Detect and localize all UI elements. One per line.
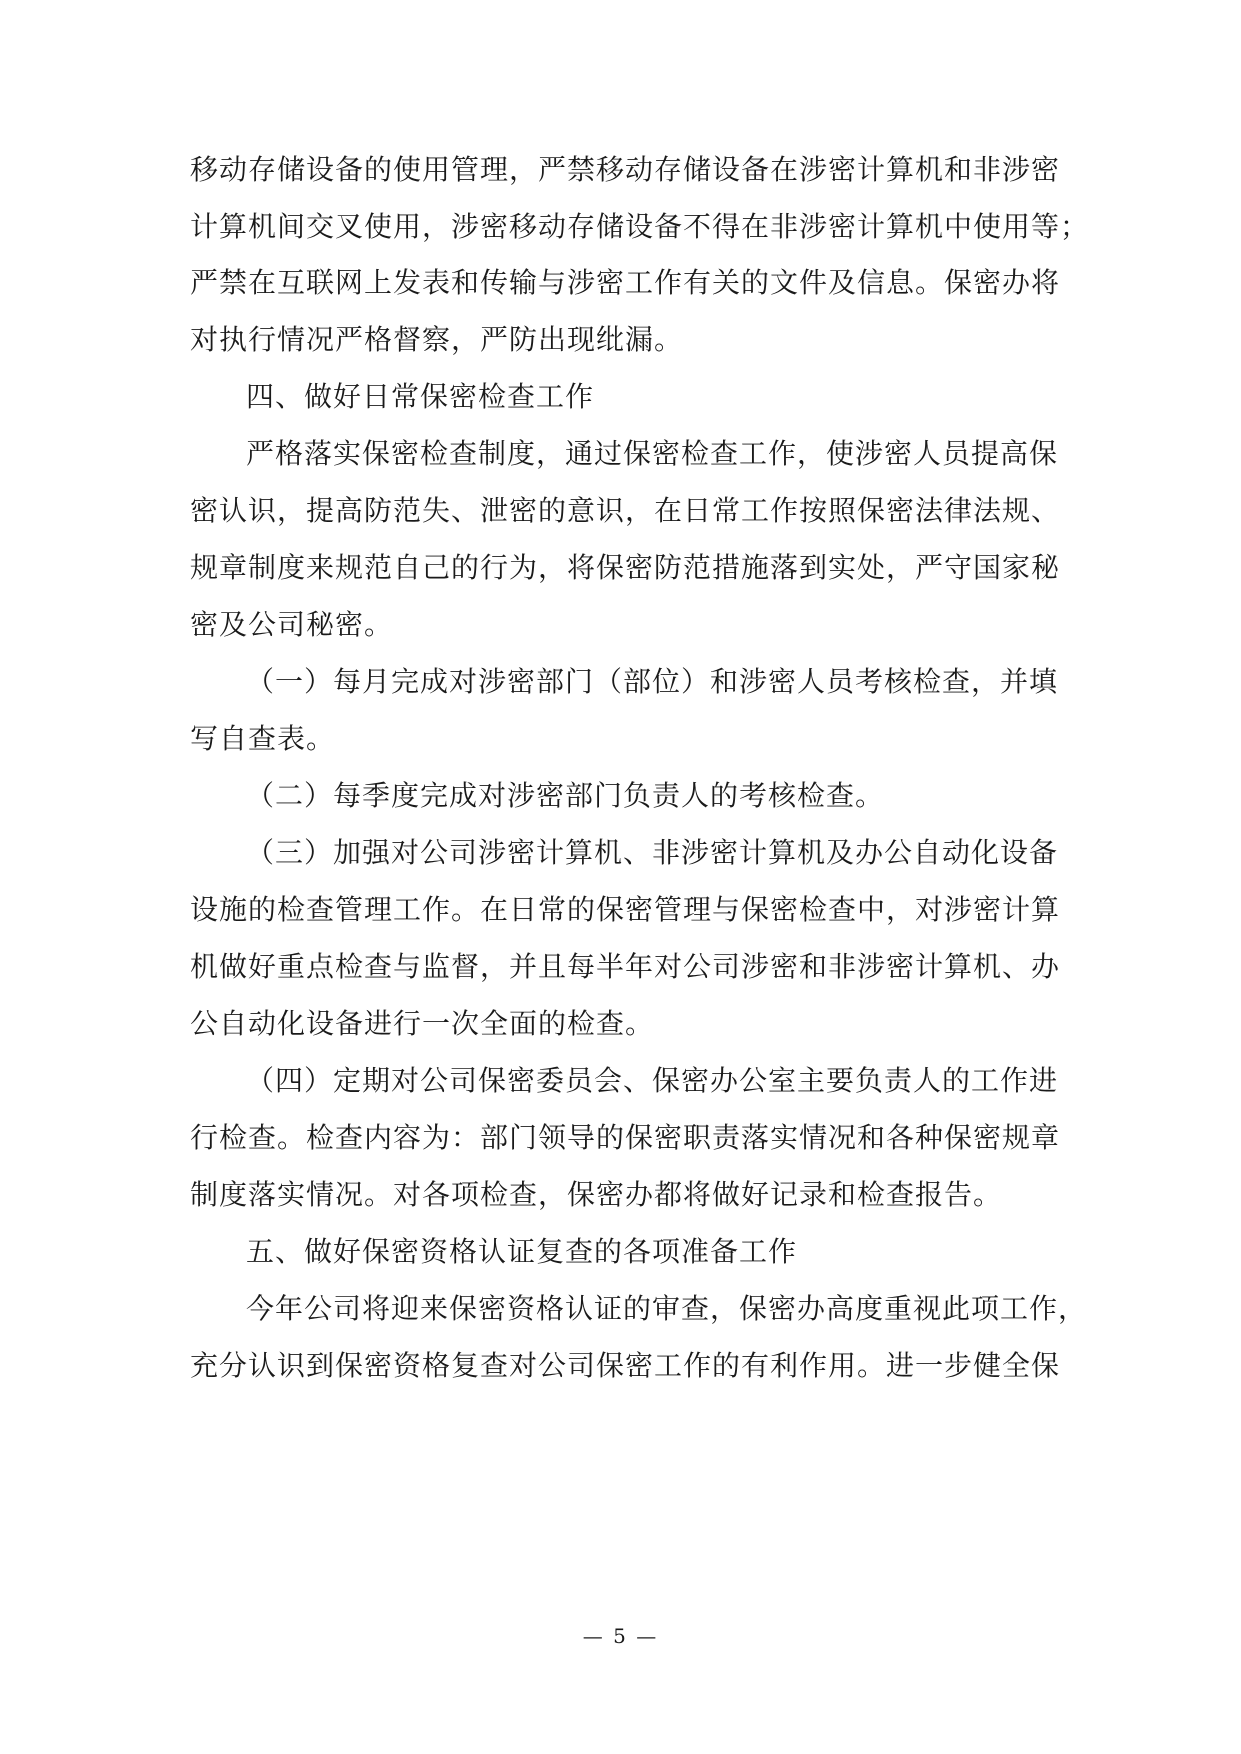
body-text-line: 严格落实保密检查制度，通过保密检查工作，使涉密人员提高保 [246,437,1059,470]
body-text-line: 制度落实情况。对各项检查，保密办都将做好记录和检查报告。 [190,1178,1003,1211]
body-text-line: 规章制度来规范自己的行为，将保密防范措施落到实处，严守国家秘 [190,551,1061,584]
body-text-line: 移动存储设备的使用管理，严禁移动存储设备在涉密计算机和非涉密 [190,153,1061,186]
section-heading: 五、做好保密资格认证复查的各项准备工作 [246,1235,798,1268]
body-text-line: 密认识，提高防范失、泄密的意识，在日常工作按照保密法律法规、 [190,494,1061,527]
list-item-line: （一）每月完成对涉密部门（部位）和涉密人员考核检查，并填 [246,665,1059,698]
section-heading: 四、做好日常保密检查工作 [246,380,595,413]
body-text-line: 密及公司秘密。 [190,608,394,641]
body-text-line: 机做好重点检查与监督，并且每半年对公司涉密和非涉密计算机、办 [190,950,1061,983]
list-item-line: （四）定期对公司保密委员会、保密办公室主要负责人的工作进 [246,1064,1059,1097]
list-item-line: （三）加强对公司涉密计算机、非涉密计算机及办公自动化设备 [246,836,1059,869]
body-text-line: 计算机间交叉使用，涉密移动存储设备不得在非涉密计算机中使用等； [190,210,1090,243]
body-text-line: 设施的检查管理工作。在日常的保密管理与保密检查中，对涉密计算 [190,893,1061,926]
list-item-line: （二）每季度完成对涉密部门负责人的考核检查。 [246,779,885,812]
body-text-line: 写自查表。 [190,722,336,755]
body-text-line: 充分认识到保密资格复查对公司保密工作的有利作用。进一步健全保 [190,1349,1061,1382]
body-text-line: 行检查。检查内容为：部门领导的保密职责落实情况和各种保密规章 [190,1121,1061,1154]
body-text-line: 今年公司将迎来保密资格认证的审查，保密办高度重视此项工作， [246,1292,1088,1325]
page-number: — 5 — [582,1624,659,1648]
body-text-line: 对执行情况严格督察，严防出现纰漏。 [190,323,684,356]
body-text-line: 公自动化设备进行一次全面的检查。 [190,1007,655,1040]
body-text-line: 严禁在互联网上发表和传输与涉密工作有关的文件及信息。保密办将 [190,266,1061,299]
